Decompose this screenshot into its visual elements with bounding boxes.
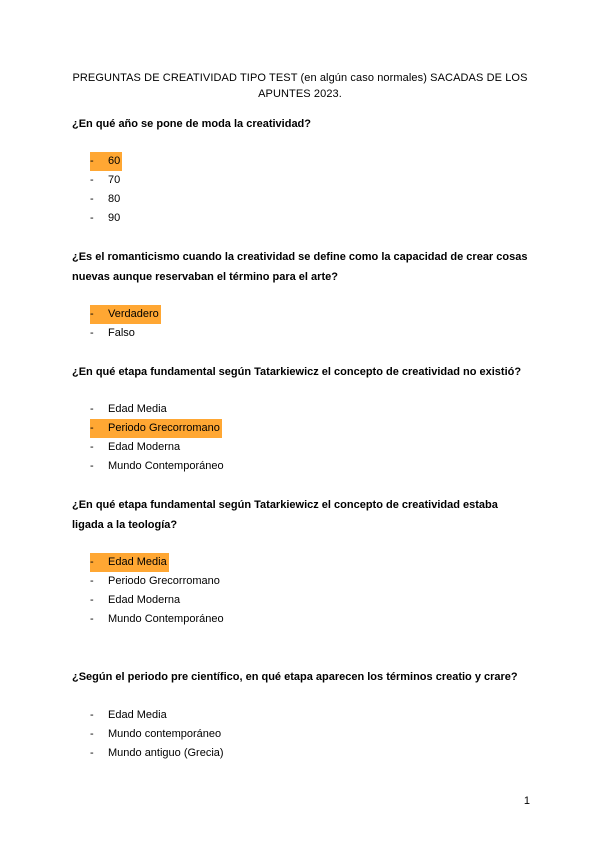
- bullet-dash: -: [90, 152, 108, 171]
- answer-option: [90, 457, 390, 476]
- bullet-dash: -: [90, 747, 94, 759]
- answer-list-2: [90, 305, 390, 343]
- answer-text: Mundo Contemporáneo: [108, 460, 224, 472]
- bullet-dash: -: [90, 553, 108, 572]
- bullet-dash: -: [90, 403, 94, 415]
- answer-text: Edad Moderna: [108, 441, 181, 453]
- bullet-dash: -: [90, 327, 94, 339]
- document-title: PREGUNTAS DE CREATIVIDAD TIPO TEST (en algún caso normales) SACADAS DE LOS APUNTES 2023.: [72, 72, 528, 100]
- answer-option: [90, 190, 390, 209]
- question-2: ¿Es el romanticismo cuando la creatividad se define como la capacidad de crear cosas nuevas aunque reservaban el término para el arte?: [72, 251, 528, 283]
- question-1: ¿En qué año se pone de moda la creatividad?: [72, 118, 311, 130]
- answer-list-4: [90, 553, 390, 629]
- answer-text: 80: [108, 193, 121, 205]
- bullet-dash: -: [90, 575, 94, 587]
- answer-text: 90: [108, 212, 121, 224]
- bullet-dash: -: [90, 460, 94, 472]
- answer-text: Mundo antiguo (Grecia): [108, 747, 224, 759]
- question-5: ¿Según el periodo pre científico, en qué etapa aparecen los términos creatio y crare?: [72, 671, 518, 683]
- answer-option: [90, 572, 390, 591]
- bullet-dash: -: [90, 709, 94, 721]
- answer-text: Mundo Contemporáneo: [108, 613, 224, 625]
- answer-option: [90, 305, 390, 324]
- answer-option: [90, 610, 390, 629]
- answer-option: [90, 725, 390, 744]
- page-number: 1: [523, 795, 530, 807]
- answer-text: Edad Moderna: [108, 594, 181, 606]
- answer-list-1: [90, 152, 390, 228]
- bullet-dash: -: [90, 174, 94, 186]
- bullet-dash: -: [90, 193, 94, 205]
- question-4: ¿En qué etapa fundamental según Tatarkiewicz el concepto de creatividad estaba ligada a la teología?: [72, 499, 498, 531]
- bullet-dash: -: [90, 728, 94, 740]
- answer-text: Verdadero: [108, 305, 161, 324]
- answer-text: Edad Media: [108, 553, 169, 572]
- answer-option: [90, 438, 390, 457]
- answer-option: [90, 419, 390, 438]
- answer-option: [90, 152, 390, 171]
- answer-list-3: [90, 400, 390, 476]
- answer-text: Mundo contemporáneo: [108, 728, 222, 740]
- answer-option: [90, 706, 390, 725]
- answer-option: [90, 209, 390, 228]
- bullet-dash: -: [90, 594, 94, 606]
- bullet-dash: -: [90, 212, 94, 224]
- bullet-dash: -: [90, 419, 108, 438]
- answer-text: Edad Media: [108, 709, 167, 721]
- answer-text: Falso: [108, 327, 135, 339]
- bullet-dash: -: [90, 305, 108, 324]
- bullet-dash: -: [90, 613, 94, 625]
- answer-option: [90, 591, 390, 610]
- answer-text: Periodo Grecorromano: [108, 575, 220, 587]
- answer-list-5: [90, 706, 390, 763]
- answer-text: Edad Media: [108, 403, 167, 415]
- answer-option: [90, 553, 390, 572]
- answer-option: [90, 171, 390, 190]
- question-3: ¿En qué etapa fundamental según Tatarkiewicz el concepto de creatividad no existió?: [72, 366, 522, 378]
- bullet-dash: -: [90, 441, 94, 453]
- answer-option: [90, 744, 390, 763]
- answer-text: 60: [108, 152, 122, 171]
- answer-option: [90, 400, 390, 419]
- answer-option: [90, 324, 390, 343]
- answer-text: Periodo Grecorromano: [108, 419, 222, 438]
- answer-text: 70: [108, 174, 121, 186]
